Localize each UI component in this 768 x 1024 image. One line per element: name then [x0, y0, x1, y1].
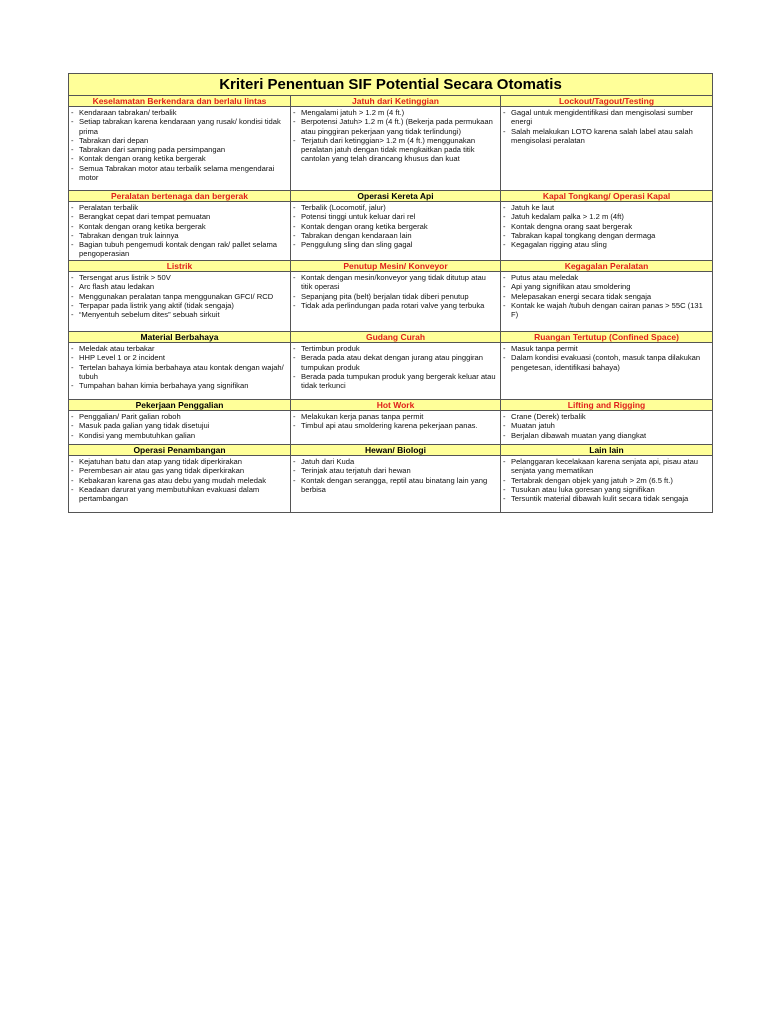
- criteria-text: Menggunakan peralatan tanpa menggunakan GFCI/ RCD: [79, 291, 274, 301]
- criteria-item: [71, 273, 288, 282]
- bullet-dash: -: [503, 212, 506, 222]
- criteria-item: [71, 108, 288, 117]
- criteria-item: [503, 108, 710, 127]
- category-header-row: [69, 191, 713, 202]
- criteria-text: Kontak dengan orang ketika bergerak: [79, 221, 206, 231]
- criteria-text: Terpapar pada listrik yang aktif (tidak sengaja): [79, 300, 234, 310]
- criteria-text: Tersengat arus listrik > 50V: [79, 273, 171, 282]
- criteria-item: [71, 485, 288, 504]
- criteria-item: [503, 212, 710, 221]
- bullet-dash: -: [293, 300, 296, 310]
- bullet-dash: -: [293, 108, 296, 117]
- category-header: Kegagalan Peralatan: [501, 261, 713, 272]
- criteria-item: [293, 203, 498, 212]
- bullet-dash: -: [71, 212, 74, 222]
- criteria-item: [293, 231, 498, 240]
- bullet-dash: -: [293, 457, 296, 466]
- criteria-item: [503, 421, 710, 430]
- bullet-dash: -: [503, 273, 506, 282]
- bullet-dash: -: [503, 353, 506, 363]
- category-body-row: [69, 411, 713, 445]
- category-header-row: [69, 261, 713, 272]
- criteria-item: [293, 117, 498, 136]
- criteria-item: [503, 292, 710, 301]
- criteria-text: Kontak dengna orang saat bergerak: [511, 221, 633, 231]
- bullet-dash: -: [503, 421, 506, 431]
- criteria-text: “Menyentuh sebelum dites” sebuah sirkuit: [79, 310, 220, 320]
- criteria-item: [503, 457, 710, 476]
- criteria-item: [293, 292, 498, 301]
- criteria-item: [71, 203, 288, 212]
- criteria-text: Tumpahan bahan kimia berbahaya yang signifikan: [79, 381, 249, 391]
- criteria-item: [293, 353, 498, 372]
- criteria-list: [501, 411, 712, 441]
- bullet-dash: -: [71, 362, 74, 372]
- criteria-item: [293, 476, 498, 495]
- criteria-text: Kontak dengan orang ketika bergerak: [79, 154, 206, 164]
- criteria-text: Jatuh ke laut: [511, 203, 555, 212]
- criteria-text: Kontak dengan orang ketika bergerak: [301, 221, 428, 231]
- criteria-item: [71, 222, 288, 231]
- bullet-dash: -: [71, 203, 74, 212]
- category-body-row: [69, 456, 713, 513]
- category-body-row: [69, 107, 713, 191]
- criteria-item: [71, 466, 288, 475]
- criteria-item: [503, 412, 710, 421]
- category-header-row: [69, 332, 713, 343]
- category-header: Listrik: [69, 261, 291, 272]
- bullet-dash: -: [293, 475, 296, 485]
- bullet-dash: -: [71, 475, 74, 485]
- criteria-item: [503, 203, 710, 212]
- criteria-list: [501, 272, 712, 320]
- criteria-list: [291, 202, 500, 250]
- title-row: [69, 74, 713, 96]
- criteria-item: [293, 212, 498, 221]
- bullet-dash: -: [71, 353, 74, 363]
- bullet-dash: -: [71, 273, 74, 282]
- criteria-text: Jatuh kedalam palka > 1.2 m (4ft): [511, 212, 624, 222]
- criteria-text: Kebakaran karena gas atau debu yang mudah meledak: [79, 475, 267, 485]
- category-criteria-cell: [69, 343, 291, 400]
- category-header: Kapal Tongkang/ Operasi Kapal: [501, 191, 713, 202]
- bullet-dash: -: [71, 135, 74, 145]
- criteria-list: [69, 107, 290, 183]
- category-criteria-cell: [501, 411, 713, 445]
- criteria-item: [71, 117, 288, 136]
- criteria-item: [503, 353, 710, 372]
- category-criteria-cell: [291, 411, 501, 445]
- criteria-item: [71, 344, 288, 353]
- criteria-text: Kendaraan tabrakan/ terbalik: [79, 108, 177, 117]
- criteria-item: [71, 231, 288, 240]
- criteria-item: [503, 301, 710, 320]
- criteria-item: [293, 273, 498, 292]
- criteria-text: Meledak atau terbakar: [79, 344, 155, 353]
- bullet-dash: -: [71, 230, 74, 240]
- category-criteria-cell: [501, 107, 713, 191]
- criteria-text: Kegagalan rigging atau sling: [511, 240, 607, 250]
- criteria-item: [71, 240, 288, 259]
- criteria-item: [71, 457, 288, 466]
- criteria-text: Berpotensi Jatuh> 1.2 m (4 ft.) (Bekerja pada permukaan atau pinggiran pekerjaan yang tidak terlindungi): [301, 117, 493, 136]
- criteria-text: Penggulung sling dan sling gagal: [301, 240, 413, 250]
- criteria-list: [501, 456, 712, 504]
- criteria-list: [501, 107, 712, 146]
- criteria-text: Timbul api atau smoldering karena pekerjaan panas.: [301, 421, 478, 431]
- category-criteria-cell: [291, 107, 501, 191]
- criteria-text: Keadaan darurat yang membutuhkan evakuasi dalam pertambangan: [79, 484, 260, 504]
- criteria-list: [291, 272, 500, 311]
- bullet-dash: -: [71, 430, 74, 440]
- sif-table-body: [69, 74, 713, 513]
- criteria-text: Kejatuhan batu dan atap yang tidak diperkirakan: [79, 457, 242, 466]
- bullet-dash: -: [71, 457, 74, 466]
- bullet-dash: -: [71, 145, 74, 155]
- bullet-dash: -: [503, 240, 506, 250]
- criteria-text: Kondisi yang membutuhkan galian: [79, 430, 196, 440]
- bullet-dash: -: [71, 421, 74, 431]
- bullet-dash: -: [503, 126, 506, 136]
- criteria-item: [71, 154, 288, 163]
- criteria-item: [71, 212, 288, 221]
- bullet-dash: -: [71, 163, 74, 173]
- criteria-text: Berada pada atau dekat dengan jurang atau pinggiran tumpukan produk: [301, 353, 483, 372]
- category-header-row: [69, 96, 713, 107]
- criteria-text: Tertimbun produk: [301, 344, 360, 353]
- criteria-list: [291, 411, 500, 432]
- bullet-dash: -: [503, 457, 506, 466]
- criteria-item: [293, 457, 498, 466]
- criteria-item: [71, 412, 288, 421]
- criteria-item: [503, 240, 710, 249]
- category-criteria-cell: [69, 107, 291, 191]
- criteria-list: [291, 107, 500, 165]
- category-criteria-cell: [291, 202, 501, 261]
- criteria-text: Tabrakan dari samping pada persimpangan: [79, 145, 226, 155]
- category-criteria-cell: [291, 272, 501, 332]
- criteria-text: Arc flash atau ledakan: [79, 282, 155, 292]
- criteria-text: HHP Level 1 or 2 incident: [79, 353, 165, 363]
- criteria-item: [293, 412, 498, 421]
- criteria-text: Masuk pada galian yang tidak disetujui: [79, 421, 210, 431]
- criteria-text: Penggalian/ Parit galian roboh: [79, 412, 181, 421]
- criteria-text: Jatuh dari Kuda: [301, 457, 355, 466]
- bullet-dash: -: [71, 412, 74, 421]
- criteria-text: Sepanjang pita (belt) berjalan tidak diberi penutup: [301, 291, 469, 301]
- category-header: Lain lain: [501, 445, 713, 456]
- category-header: Peralatan bertenaga dan bergerak: [69, 191, 291, 202]
- criteria-text: Putus atau meledak: [511, 273, 579, 282]
- criteria-text: Dalam kondisi evakuasi (contoh, masuk tanpa dilakukan pengetesan, identifikasi bahaya): [511, 353, 701, 372]
- criteria-text: Masuk tanpa permit: [511, 344, 578, 353]
- criteria-item: [293, 136, 498, 164]
- category-header: Gudang Curah: [291, 332, 501, 343]
- criteria-text: Setiap tabrakan karena kendaraan yang rusak/ kondisi tidak prima: [79, 117, 281, 136]
- category-criteria-cell: [501, 272, 713, 332]
- criteria-item: [503, 282, 710, 291]
- bullet-dash: -: [71, 484, 74, 494]
- criteria-item: [71, 421, 288, 430]
- category-header: Operasi Penambangan: [69, 445, 291, 456]
- criteria-text: Potensi tinggi untuk keluar dari rel: [301, 212, 416, 222]
- criteria-text: Mengalami jatuh > 1.2 m (4 ft.): [301, 108, 405, 117]
- criteria-item: [293, 372, 498, 391]
- criteria-item: [293, 108, 498, 117]
- criteria-text: Bagian tubuh pengemudi kontak dengan rak/ pallet selama pengoperasian: [79, 240, 277, 259]
- bullet-dash: -: [293, 353, 296, 363]
- criteria-text: Tusukan atau luka goresan yang signifikan: [511, 484, 655, 494]
- criteria-item: [71, 164, 288, 183]
- criteria-text: Terjatuh dari ketinggian> 1.2 m (4 ft.) menggunakan peralatan jatuh dengan tidak mengkaitkan pada titik cantolan yang telah dirancang khusus dan kuat: [301, 135, 476, 164]
- criteria-text: Kontak dengan mesin/konveyor yang tidak ditutup atau titik operasi: [301, 273, 486, 292]
- category-body-row: [69, 202, 713, 261]
- bullet-dash: -: [293, 291, 296, 301]
- bullet-dash: -: [71, 117, 74, 127]
- criteria-item: [71, 431, 288, 440]
- category-criteria-cell: [501, 456, 713, 513]
- criteria-text: Api yang signifikan atau smoldering: [511, 282, 631, 292]
- criteria-text: Berjalan dibawah muatan yang diangkat: [511, 430, 647, 440]
- bullet-dash: -: [71, 344, 74, 353]
- criteria-item: [71, 381, 288, 390]
- bullet-dash: -: [71, 282, 74, 292]
- criteria-text: Melakukan kerja panas tanpa permit: [301, 412, 424, 421]
- bullet-dash: -: [293, 117, 296, 127]
- category-criteria-cell: [69, 456, 291, 513]
- criteria-item: [293, 222, 498, 231]
- bullet-dash: -: [293, 412, 296, 421]
- criteria-text: Tabrakan dengan kendaraan lain: [301, 230, 412, 240]
- category-header: Penutup Mesin/ Konveyor: [291, 261, 501, 272]
- bullet-dash: -: [293, 135, 296, 145]
- category-header: Operasi Kereta Api: [291, 191, 501, 202]
- criteria-item: [71, 136, 288, 145]
- category-header: Jatuh dari Ketinggian: [291, 96, 501, 107]
- bullet-dash: -: [71, 466, 74, 476]
- criteria-text: Tersuntik material dibawah kulit secara tidak sengaja: [511, 494, 689, 504]
- criteria-list: [69, 411, 290, 441]
- criteria-item: [503, 127, 710, 146]
- criteria-text: Kontak ke wajah /tubuh dengan cairan panas > 55C (131 F): [511, 300, 703, 320]
- category-header: Material Berbahaya: [69, 332, 291, 343]
- criteria-text: Pelanggaran kecelakaan karena senjata api, pisau atau senjata yang mematikan: [511, 457, 699, 476]
- bullet-dash: -: [503, 412, 506, 421]
- category-header: Keselamatan Berkendara dan berlalu lintas: [69, 96, 291, 107]
- bullet-dash: -: [71, 221, 74, 231]
- category-criteria-cell: [69, 411, 291, 445]
- criteria-item: [71, 145, 288, 154]
- page-title: Kriteri Penentuan SIF Potential Secara Otomatis: [69, 74, 713, 96]
- criteria-list: [69, 456, 290, 504]
- bullet-dash: -: [503, 282, 506, 292]
- bullet-dash: -: [293, 230, 296, 240]
- category-criteria-cell: [69, 272, 291, 332]
- bullet-dash: -: [293, 240, 296, 250]
- criteria-item: [503, 485, 710, 494]
- criteria-item: [293, 421, 498, 430]
- criteria-text: Berangkat cepat dari tempat pemuatan: [79, 212, 211, 222]
- bullet-dash: -: [503, 230, 506, 240]
- criteria-item: [503, 273, 710, 282]
- category-header: Hot Work: [291, 400, 501, 411]
- criteria-item: [71, 310, 288, 319]
- bullet-dash: -: [71, 240, 74, 250]
- category-criteria-cell: [69, 202, 291, 261]
- criteria-text: Tabrakan kapal tongkang dengan dermaga: [511, 230, 656, 240]
- criteria-list: [291, 456, 500, 495]
- criteria-text: Melepasakan energi secara tidak sengaja: [511, 291, 652, 301]
- bullet-dash: -: [503, 494, 506, 504]
- criteria-item: [293, 344, 498, 353]
- bullet-dash: -: [71, 300, 74, 310]
- criteria-list: [69, 202, 290, 260]
- category-body-row: [69, 343, 713, 400]
- criteria-list: [291, 343, 500, 391]
- criteria-item: [293, 240, 498, 249]
- criteria-text: Tertabrak dengan objek yang jatuh > 2m (6.5 ft.): [511, 475, 673, 485]
- criteria-text: Salah melakukan LOTO karena salah label atau salah mengisolasi peralatan: [511, 126, 693, 145]
- sif-criteria-table: [68, 73, 713, 513]
- criteria-text: Tabrakan dengan truk lainnya: [79, 230, 179, 240]
- criteria-list: [501, 202, 712, 250]
- criteria-item: [71, 292, 288, 301]
- bullet-dash: -: [503, 203, 506, 212]
- criteria-item: [293, 301, 498, 310]
- criteria-item: [293, 466, 498, 475]
- bullet-dash: -: [503, 344, 506, 353]
- criteria-item: [503, 344, 710, 353]
- category-header-row: [69, 445, 713, 456]
- bullet-dash: -: [293, 273, 296, 282]
- criteria-text: Tabrakan dari depan: [79, 135, 149, 145]
- criteria-list: [69, 272, 290, 320]
- category-criteria-cell: [501, 343, 713, 400]
- bullet-dash: -: [71, 154, 74, 164]
- criteria-text: Tidak ada perlindungan pada rotari valve yang terbuka: [301, 300, 485, 310]
- criteria-item: [71, 353, 288, 362]
- criteria-item: [71, 363, 288, 382]
- criteria-text: Tertelan bahaya kimia berbahaya atau kontak dengan wajah/ tubuh: [79, 362, 284, 381]
- criteria-item: [71, 282, 288, 291]
- criteria-text: Muatan jatuh: [511, 421, 555, 431]
- category-header: Hewan/ Biologi: [291, 445, 501, 456]
- category-criteria-cell: [291, 343, 501, 400]
- criteria-list: [69, 343, 290, 391]
- category-body-row: [69, 272, 713, 332]
- criteria-item: [71, 476, 288, 485]
- category-criteria-cell: [291, 456, 501, 513]
- bullet-dash: -: [503, 291, 506, 301]
- criteria-item: [503, 431, 710, 440]
- criteria-item: [71, 301, 288, 310]
- criteria-text: Terbalik (Locomotif, jalur): [301, 203, 386, 212]
- criteria-text: Berada pada tumpukan produk yang bergerak keluar atau tidak terkunci: [301, 371, 496, 391]
- bullet-dash: -: [293, 344, 296, 353]
- criteria-item: [503, 222, 710, 231]
- criteria-list: [501, 343, 712, 373]
- criteria-text: Terinjak atau terjatuh dari hewan: [301, 466, 411, 476]
- category-criteria-cell: [501, 202, 713, 261]
- bullet-dash: -: [71, 381, 74, 391]
- criteria-item: [503, 231, 710, 240]
- bullet-dash: -: [293, 221, 296, 231]
- criteria-item: [503, 494, 710, 503]
- bullet-dash: -: [503, 430, 506, 440]
- category-header: Lockout/Tagout/Testing: [501, 96, 713, 107]
- bullet-dash: -: [71, 108, 74, 117]
- criteria-text: Semua Tabrakan motor atau terbalik selama mengendarai motor: [79, 163, 275, 183]
- criteria-item: [503, 476, 710, 485]
- criteria-text: Perembesan air atau gas yang tidak diperkirakan: [79, 466, 245, 476]
- bullet-dash: -: [503, 300, 506, 310]
- bullet-dash: -: [503, 221, 506, 231]
- criteria-text: Gagal untuk mengidentifikasi dan mengisolasi sumber energi: [511, 108, 693, 127]
- bullet-dash: -: [71, 291, 74, 301]
- bullet-dash: -: [293, 421, 296, 431]
- criteria-text: Kontak dengan serangga, reptil atau binatang lain yang berbisa: [301, 475, 488, 494]
- category-header-row: [69, 400, 713, 411]
- bullet-dash: -: [293, 212, 296, 222]
- bullet-dash: -: [293, 371, 296, 381]
- bullet-dash: -: [293, 203, 296, 212]
- bullet-dash: -: [503, 475, 506, 485]
- bullet-dash: -: [293, 466, 296, 476]
- category-header: Lifting and Rigging: [501, 400, 713, 411]
- criteria-text: Peralatan terbalik: [79, 203, 139, 212]
- category-header: Ruangan Tertutup (Confined Space): [501, 332, 713, 343]
- bullet-dash: -: [503, 108, 506, 117]
- bullet-dash: -: [503, 484, 506, 494]
- criteria-text: Crane (Derek) terbalik: [511, 412, 586, 421]
- bullet-dash: -: [71, 310, 74, 320]
- category-header: Pekerjaan Penggalian: [69, 400, 291, 411]
